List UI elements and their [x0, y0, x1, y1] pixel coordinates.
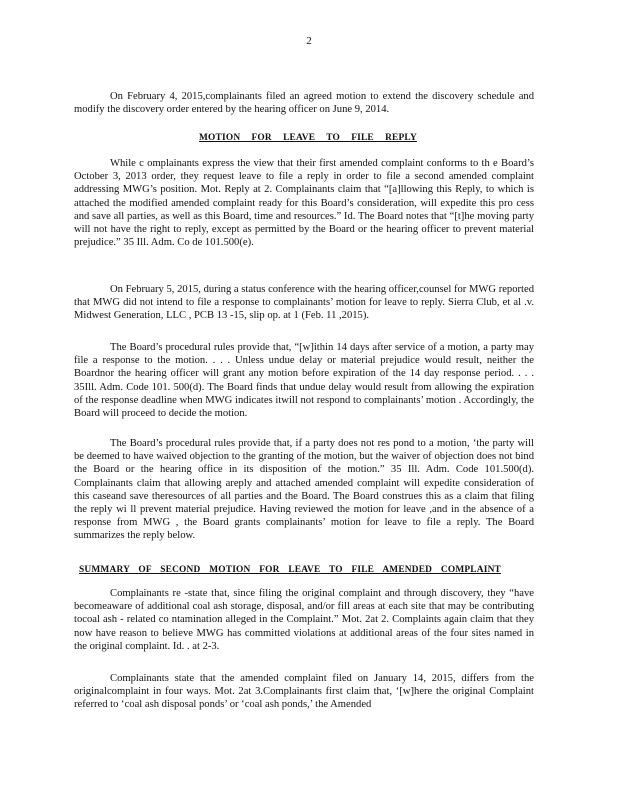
- page-number: 2: [306, 35, 312, 47]
- paragraph-discovery-motion: [74, 90, 534, 116]
- heading-summary-second-motion: SUMMARY OF SECOND MOTION FOR LEAVE TO FILE AMENDED COMPLAINT: [79, 565, 501, 575]
- paragraph-procedural-rules-waiver: [74, 437, 534, 543]
- paragraph-text: On February 5, 2015, during a status conference with the hearing officer,counsel for MWG reported that MWG did not intend to file a response to complainants’ motion for leave to reply. Sierra Club, et al .v. Midwest Generation, LLC , PCB 13 -15, slip op. at 1 (Feb. 11 ,2015).: [74, 284, 534, 322]
- paragraph-text: The Board’s procedural rules provide that, “[w]ithin 14 days after service of a motion, a party may file a response to the motion. . . . Unless undue delay or material prejudice would result, neither the Boardnor the hearing officer will grant any motion before expiration of the 14 day response period. . . . 35Ill. Adm. Code 101. 500(d). The Board finds that undue delay would result from allowing the expiration of the response deadline when MWG indicates itwill not respond to complainants’ motion . Accordingly, the Board will proceed to decide the motion.: [74, 342, 534, 420]
- paragraph-amended-complaint-differs: [74, 672, 534, 712]
- paragraph-text: Complainants re -state that, since filing the original complaint and through discovery, they “have becomeaware of additional coal ash storage, disposal, and/or fill areas at each site that may be contributing tocoal ash - related co ntamination alleged in the Complaint.” Mot. 2at 2. Complaints again claim that they now have reason to believe MWG has committed violations at additional areas of the four sites named in the original complaint. Id. . at 2-3.: [74, 588, 534, 652]
- paragraph-complainants-restate: [74, 587, 534, 653]
- paragraph-text: While c omplainants express the view that their first amended complaint conforms to th e Board’s October 3, 2013 order, they request leave to file a reply in order to file a second amended complaint addressing MWG’s position. Mot. Reply at 2. Complainants claim that “[a]llowing this Reply, to which is attached the modified amended complaint ready for this Board’s consideration, will expedite this pro cess and save all parties, as well as this Board, time and resources.” Id. The Board notes that “[t]he moving party will not have the right to reply, except as permitted by the Board or the hearing officer to prevent material prejudice.” 35 Ill. Adm. Co de 101.500(e).: [74, 158, 534, 249]
- paragraph-procedural-rules-response: [74, 341, 534, 420]
- paragraph-text: Complainants state that the amended complaint filed on January 14, 2015, differs from the originalcomplaint in four ways. Mot. 2at 3.Complainants first claim that, ‘[w]here the original Complaint referred to ‘coal ash disposal ponds’ or ‘coal ash ponds,’ the Amended: [74, 673, 534, 711]
- paragraph-status-conference: [74, 283, 534, 323]
- paragraph-text: On February 4, 2015,complainants filed an agreed motion to extend the discovery schedule and modify the discovery order entered by the hearing officer on June 9, 2014.: [74, 91, 534, 116]
- heading-motion-for-leave-to-file-reply: MOTION FOR LEAVE TO FILE REPLY: [199, 133, 417, 143]
- paragraph-request-leave: [74, 157, 534, 249]
- paragraph-text: The Board’s procedural rules provide that, if a party does not res pond to a motion, ‘the party will be deemed to have waived objection to the granting of the motion, but the waiver of objection does not bind the Board or the hearing office in its disposition of the motion.” 35 Ill. Adm. Code 101.500(d). Complainants claim that allowing areply and attached amended complaint will expedite consideration of this caseand save theresources of all parties and the Board. The Board construes this as a claim that filing the reply wi ll prevent material prejudice. Having reviewed the motion for leave ,and in the absence of a response from MWG , the Board grants complainants’ motion for leave to file a reply. The Board summarizes the reply below.: [74, 438, 534, 542]
